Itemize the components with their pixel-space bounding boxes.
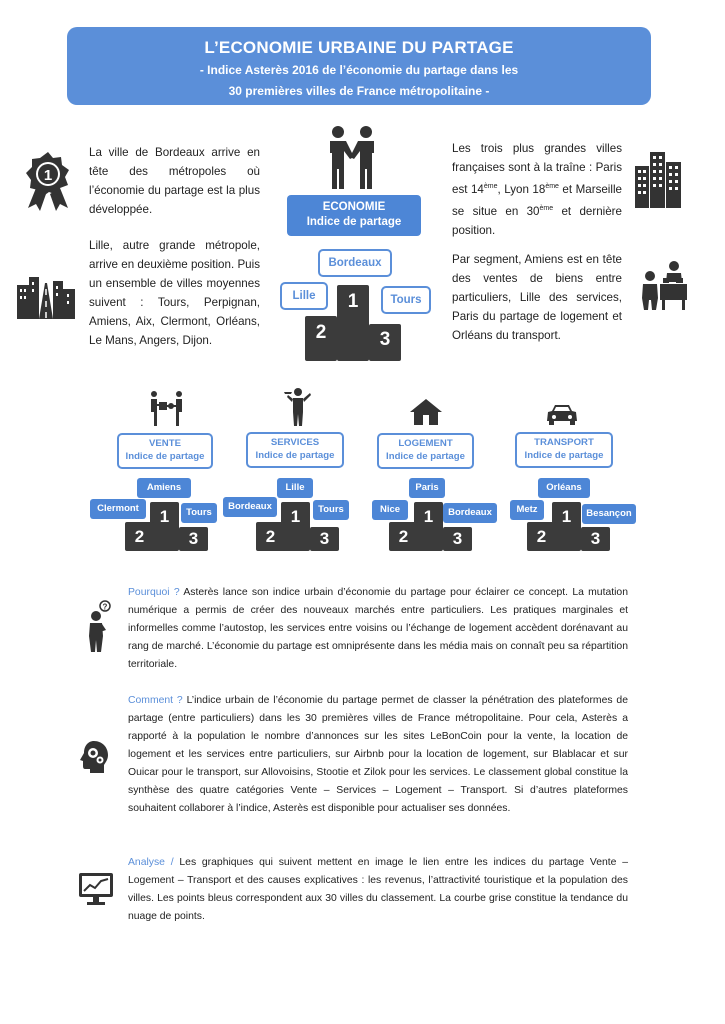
pourquoi-paragraph: Pourquoi ? Asterès lance son indice urbain d’économie du partage pour éclairer ce concept. La mutation numérique a permis de créer des nouveaux marchés entre particuliers. Les pratiques marginales et informelles comme l’autostop, les services entre voisins ou l’échange de logement accèdent dorénavant au rang de marché. L’économie du partage est omniprésente dans les média mais on connaît peu sa répartition territoriale. xyxy=(128,587,628,670)
main-podium-step-1: 1 xyxy=(337,285,369,361)
transport-second-city: Metz xyxy=(510,500,544,520)
services-index-box xyxy=(246,432,344,468)
intro-paragraph-2: Lille, autre grande métropole, arrive en deuxième position. Puis un ensemble de villes moyennes suivent : Tours, Perpignan, Amiens, Aix, Clermont, Orléans, Le Mans, Angers, Dijon. xyxy=(89,239,260,347)
car-icon xyxy=(546,403,578,425)
services-podium-2: 2 xyxy=(256,522,285,551)
page-title: L’ECONOMIE URBAINE DU PARTAGE xyxy=(204,38,514,57)
vente-podium-2: 2 xyxy=(125,522,154,551)
main-index-title: ECONOMIE xyxy=(322,201,386,213)
transport-podium-2: 2 xyxy=(527,522,556,551)
logement-podium-1: 1 xyxy=(414,502,443,551)
transport-title: TRANSPORT xyxy=(534,437,594,448)
sale-icon xyxy=(148,390,184,426)
services-podium-3: 3 xyxy=(310,527,339,551)
transport-podium-1: 1 xyxy=(552,502,581,551)
services-third-city: Tours xyxy=(313,500,349,520)
transport-index-box xyxy=(515,432,613,468)
waiter-icon xyxy=(282,386,312,426)
vente-third-city: Tours xyxy=(181,503,217,523)
vente-second-city: Clermont xyxy=(90,499,146,519)
svg-text:1: 1 xyxy=(43,167,53,184)
transport-podium-3: 3 xyxy=(581,527,610,551)
main-index-subtitle: Indice de partage xyxy=(306,216,402,228)
main-index-label xyxy=(287,195,421,236)
services-title: SERVICES xyxy=(270,437,320,448)
services-podium-1: 1 xyxy=(281,502,310,551)
intro-paragraph-1: La ville de Bordeaux arrive en tête des métropoles où l’économie du partage est la plus développée. xyxy=(89,146,260,216)
handshake-icon xyxy=(326,125,378,189)
comment-paragraph: Comment ? L’indice urbain de l’économie du partage permet de classer la pénétration des plateformes de partage (entre particuliers) dans les 30 premières villes de France métropolitaine. Pour cela, Asterès a rapporté à la population le nombre d’annonces sur les sites LeBonCoin pour la vente, la location de logement et les services entre particuliers, sur Airbnb pour la location de logement, sur Blablacar et sur Ouicar pour le transport, sur Allovoisins, Stootie et Zilok pour les services. Le classement global constitue la synthèse des quatre catégories Vente – Services – Logement – Transport. Si d’autres plateformes souhaitent collaborer à l’indice, Asterès est disponible pour actualiser ses données. xyxy=(128,695,628,814)
main-third-city: Tours xyxy=(381,286,431,314)
vente-podium-1: 1 xyxy=(150,502,179,551)
gears-head-icon xyxy=(80,740,110,774)
services-subtitle: Indice de partage xyxy=(255,450,335,461)
main-second-city: Lille xyxy=(280,282,328,310)
services-first-city: Lille xyxy=(277,478,313,498)
main-podium-step-2: 2 xyxy=(305,316,337,361)
chart-monitor-icon xyxy=(78,872,114,906)
logement-index-box xyxy=(377,433,474,469)
comment-keyword: Comment ? xyxy=(128,695,183,706)
house-icon xyxy=(409,398,443,426)
pourquoi-keyword: Pourquoi ? xyxy=(128,587,180,598)
logement-subtitle: Indice de partage xyxy=(386,451,465,462)
logement-first-city: Paris xyxy=(409,478,445,498)
segments-paragraph: Par segment, Amiens est en tête des ventes de biens entre particuliers, Lille des services, Paris du partage de logement et Orléans du transport. xyxy=(452,253,622,342)
vente-podium-3: 3 xyxy=(179,527,208,551)
svg-text:?: ? xyxy=(102,602,108,612)
analyse-paragraph: Analyse / Les graphiques qui suivent mettent en image le lien entre les indices du partage Vente – Logement – Transport et des causes explicatives : les revenus, l’attractivité touristique et la population des villes. Les points bleus correspondent aux 30 villes du classement. La courbe grise constitue la tendance du nuage de points. xyxy=(128,857,628,922)
medal-icon xyxy=(22,150,74,212)
main-first-city: Bordeaux xyxy=(318,249,392,277)
logement-third-city: Bordeaux xyxy=(443,503,497,523)
logement-podium-3: 3 xyxy=(443,527,472,551)
logement-podium-2: 2 xyxy=(389,522,418,551)
analyse-keyword: Analyse / xyxy=(128,857,174,868)
page-subtitle-1: - Indice Asterès 2016 de l’économie du partage dans les xyxy=(199,63,519,77)
vente-subtitle: Indice de partage xyxy=(125,451,205,462)
logement-second-city: Nice xyxy=(372,500,408,520)
cities-paragraph: Les trois plus grandes villes françaises sont à la traîne : Paris est 14ème, Lyon 18ème et Marseille se situe en 30ème et dernière position. xyxy=(452,142,622,237)
vente-first-city: Amiens xyxy=(137,478,191,498)
transport-third-city: Besançon xyxy=(582,504,636,524)
buildings-icon xyxy=(634,150,682,208)
transport-subtitle: Indice de partage xyxy=(524,450,604,461)
logement-title: LOGEMENT xyxy=(398,438,453,449)
header-banner xyxy=(67,27,651,105)
main-podium-step-3: 3 xyxy=(369,324,401,361)
thinking-person-icon xyxy=(85,600,111,652)
market-stall-icon xyxy=(636,260,688,310)
vente-title: VENTE xyxy=(149,438,181,449)
services-second-city: Bordeaux xyxy=(223,497,277,517)
transport-first-city: Orléans xyxy=(538,478,590,498)
vente-index-box xyxy=(117,433,213,469)
page-subtitle-2: 30 premières villes de France métropolitaine - xyxy=(228,84,490,98)
city-road-icon xyxy=(16,275,76,320)
